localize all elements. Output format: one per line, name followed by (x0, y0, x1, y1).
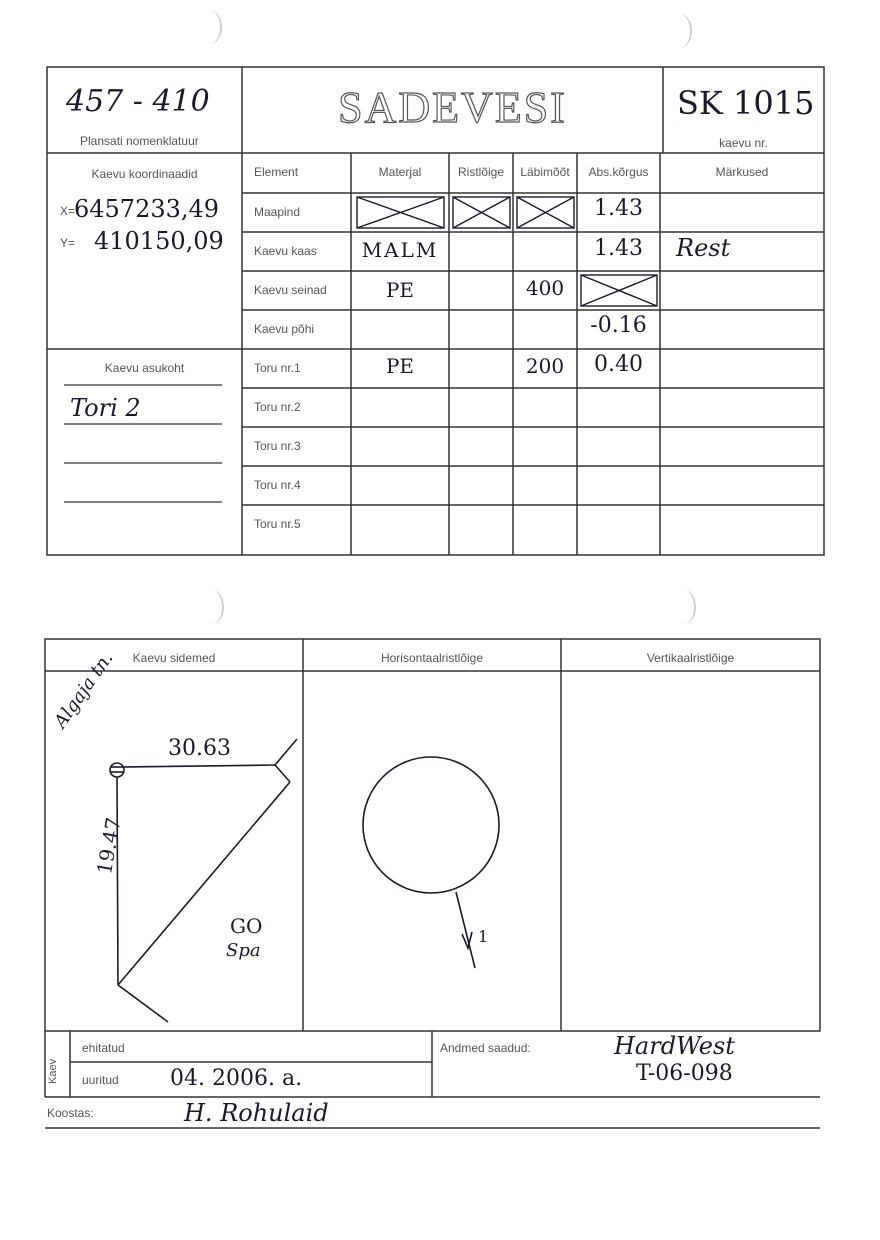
pipe-number-label: 1 (478, 927, 489, 946)
row-element: Toru nr.1 (254, 361, 301, 375)
form-title: SADEVESI (338, 83, 567, 132)
sketch-header-ties: Kaevu sidemed (132, 651, 216, 665)
ehitatud-label: ehitatud (82, 1041, 125, 1055)
uuritud-value: 04. 2006. a. (170, 1066, 303, 1091)
y-coordinate-value: 410150,09 (94, 227, 224, 255)
row-element: Kaevu seinad (254, 283, 327, 297)
location-label: Kaevu asukoht (104, 361, 185, 375)
location-value: Tori 2 (70, 394, 141, 422)
row-materjal: PE (385, 354, 415, 378)
row-element: Toru nr.2 (254, 400, 301, 414)
x-prefix: X= (60, 204, 76, 218)
header-element: Element (254, 165, 299, 179)
row-markused: Rest (676, 234, 731, 262)
row-element: Toru nr.3 (254, 439, 301, 453)
row-element: Toru nr.5 (254, 517, 301, 531)
row-labimoot: 400 (525, 276, 565, 300)
kaev-label: Kaev (47, 1058, 59, 1084)
row-materjal: MALM (361, 238, 439, 262)
street-label: Algaja tn. (50, 648, 118, 733)
building-label-spa: Spa (226, 940, 261, 961)
vertical-distance: 19.47 (92, 815, 126, 877)
koostas-value: H. Rohulaid (184, 1099, 329, 1127)
header-labimoot: Läbimõõt (520, 165, 570, 179)
row-element: Toru nr.4 (254, 478, 301, 492)
andmed-label: Andmed saadud: (440, 1041, 531, 1055)
koostas-label: Koostas: (47, 1106, 94, 1120)
sketch-header-vertical: Vertikaalristlõige (646, 651, 735, 665)
row-abs-korgus: -0.16 (590, 313, 647, 338)
building-label-go: GO (230, 914, 263, 938)
horizontal-distance: 30.63 (168, 736, 231, 761)
uuritud-label: uuritud (82, 1073, 119, 1087)
header-abs-korgus: Abs.kõrgus (588, 165, 649, 179)
andmed-source: HardWest (614, 1032, 735, 1060)
x-coordinate-value: 6457233,49 (74, 195, 220, 223)
row-materjal: PE (385, 278, 415, 302)
row-abs-korgus: 1.43 (594, 236, 643, 261)
well-number-label: kaevu nr. (719, 136, 768, 150)
row-labimoot: 200 (525, 354, 565, 378)
header-markused: Märkused (715, 165, 769, 179)
header-materjal: Materjal (378, 165, 422, 179)
row-element: Kaevu põhi (254, 322, 315, 336)
row-abs-korgus: 1.43 (594, 196, 643, 221)
well-number-value: SK 1015 (677, 84, 815, 122)
coordinates-label: Kaevu koordinaadid (91, 167, 198, 181)
header-ristloige: Ristlõige (457, 165, 505, 179)
row-abs-korgus: 0.40 (594, 352, 643, 377)
row-element: Maapind (254, 205, 301, 219)
row-element: Kaevu kaas (254, 244, 317, 258)
y-prefix: Y= (60, 236, 76, 250)
plan-nomenclature-label: Plansati nomenklatuur (80, 134, 199, 148)
sketch-header-horizontal: Horisontaalristlõige (380, 651, 484, 665)
andmed-reference: T-06-098 (636, 1061, 733, 1086)
plan-nomenclature-value: 457 - 410 (66, 84, 210, 119)
